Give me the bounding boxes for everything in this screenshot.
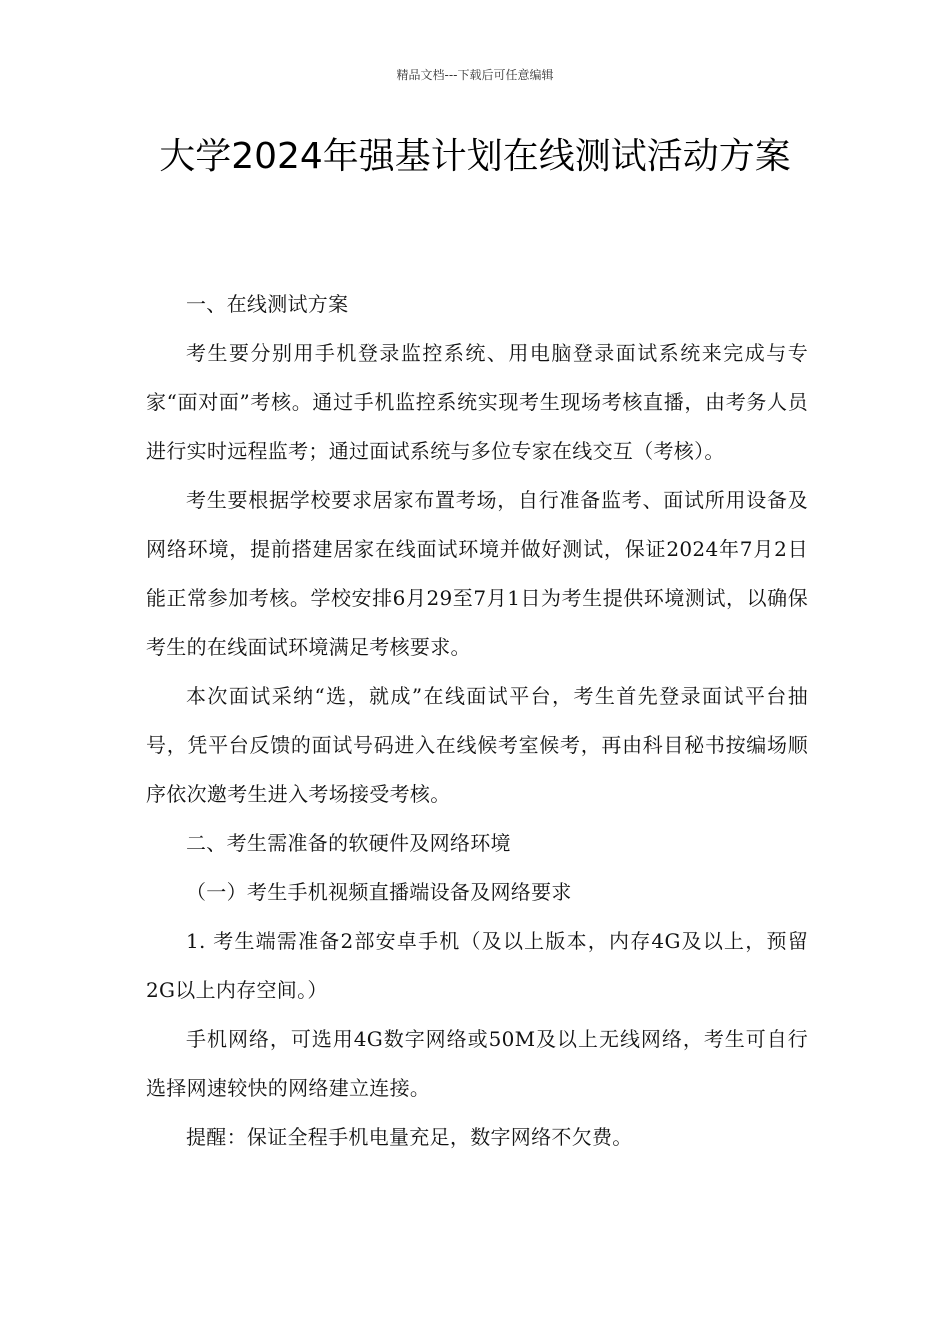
paragraph-home-exam-setup: 考生要根据学校要求居家布置考场，自行准备监考、面试所用设备及网络环境，提前搭建居家在线面试环境并做好测试，保证2024年7月2日能正常参加考核。学校安排6月29至7月1日为考生提供环境测试，以确保考生的在线面试环境满足考核要求。 — [146, 488, 808, 659]
paragraph-reminder: 提醒：保证全程手机电量充足，数字网络不欠费。 — [186, 1125, 633, 1149]
paragraph-login-systems: 考生要分别用手机登录监控系统、用电脑登录面试系统来完成与专家“面对面”考核。通过手机监控系统实现考生现场考核直播，由考务人员进行实时远程监考；通过面试系统与多位专家在线交互（考核）。 — [146, 341, 808, 463]
paragraph-interview-platform: 本次面试采纳“选，就成”在线面试平台，考生首先登录面试平台抽号，凭平台反馈的面试号码进入在线候考室候考，再由科目秘书按编场顺序依次邀考生进入考场接受考核。 — [146, 684, 808, 806]
section-heading-software-hardware: 二、考生需准备的软硬件及网络环境 — [186, 831, 511, 855]
page-header-note: 精品文档---下载后可任意编辑 — [396, 68, 554, 82]
document-body — [146, 280, 808, 1162]
list-item-android-phones: 1. 考生端需准备2部安卓手机（及以上版本，内存4G及以上，预留2G以上内存空间。） — [146, 929, 808, 1002]
section-heading-online-test: 一、在线测试方案 — [186, 292, 349, 316]
paragraph-phone-network: 手机网络，可选用4G数字网络或50M及以上无线网络，考生可自行选择网速较快的网络建立连接。 — [146, 1027, 808, 1100]
document-title: 大学2024年强基计划在线测试活动方案 — [159, 136, 791, 177]
subsection-heading-phone-requirements: （一）考生手机视频直播端设备及网络要求 — [186, 880, 572, 904]
